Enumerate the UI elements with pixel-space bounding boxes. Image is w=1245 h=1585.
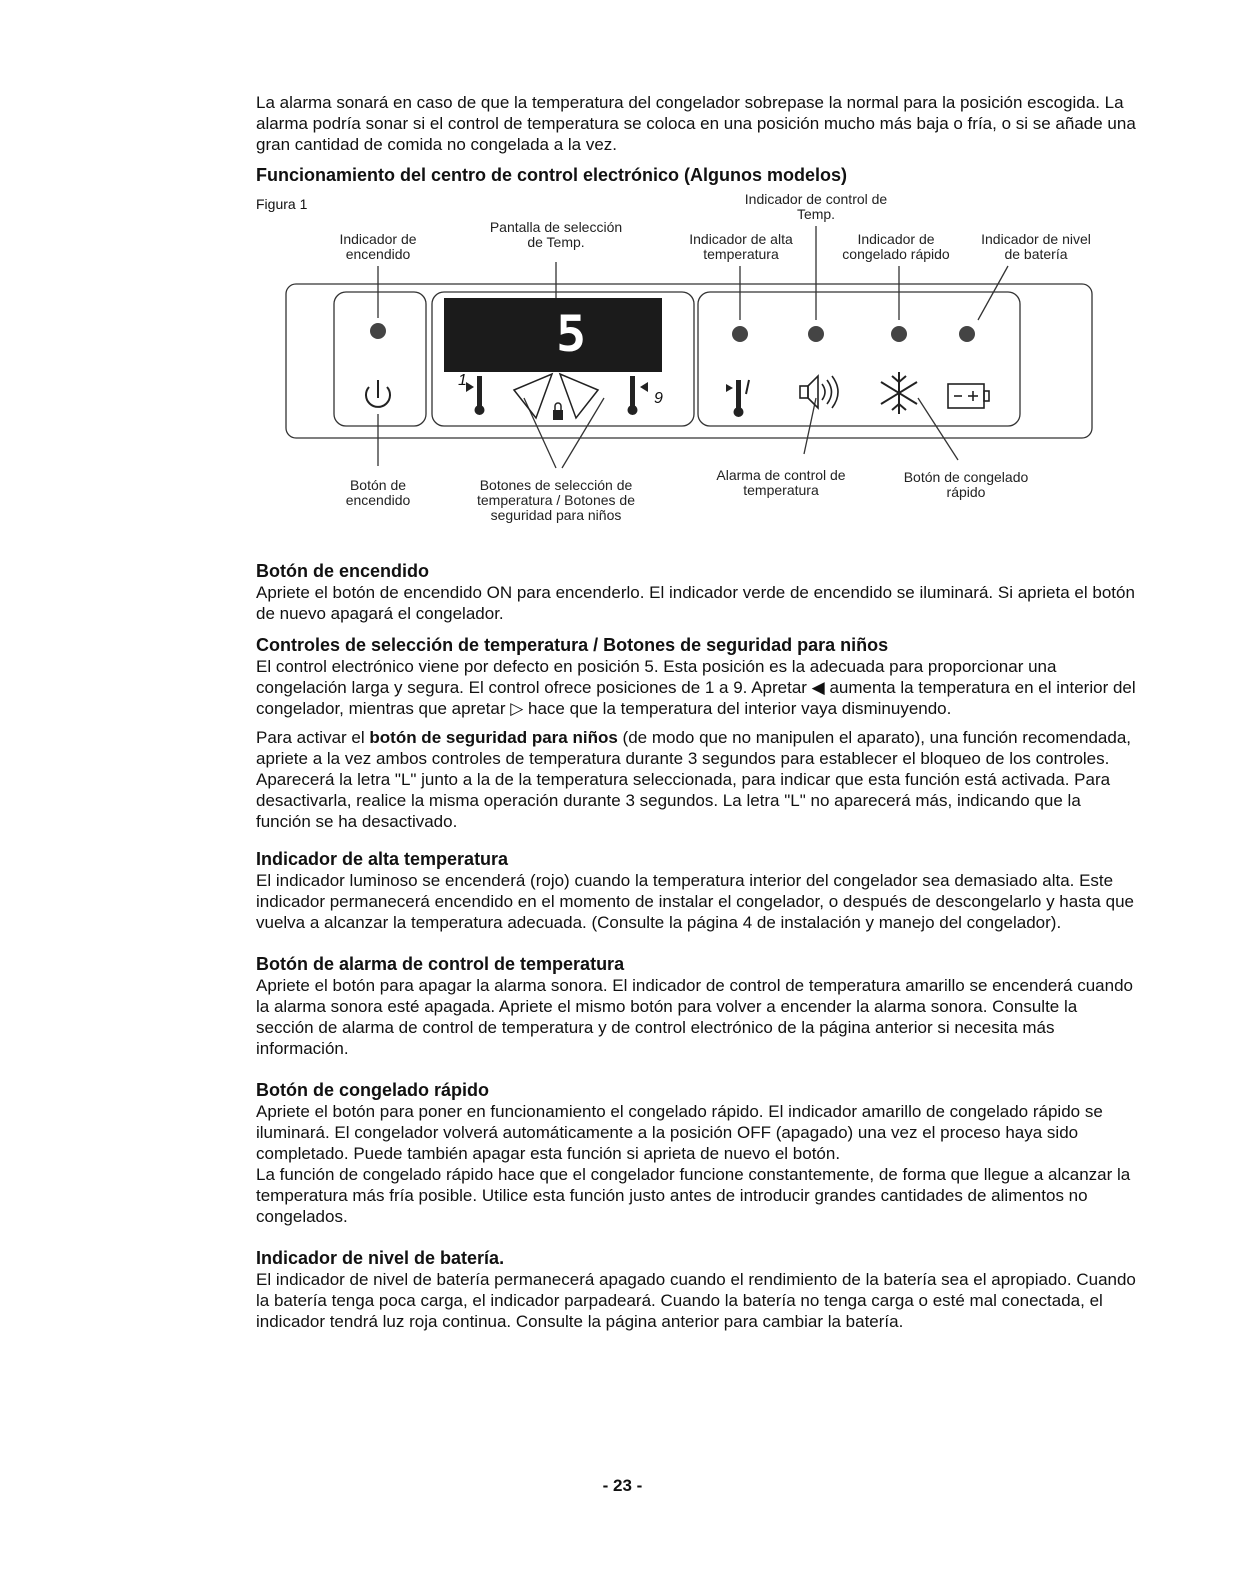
section-title: Indicador de nivel de batería. [256, 1248, 505, 1268]
temp-control-led [808, 326, 824, 342]
high-temp-led [732, 326, 748, 342]
battery-icon [948, 384, 989, 408]
fast-freeze-led [891, 326, 907, 342]
section-temp-controls [256, 634, 1136, 832]
label-temp-control: Indicador de control de Temp. [744, 191, 888, 222]
section-alarm-button [256, 953, 1136, 1059]
power-icon [366, 380, 390, 407]
label-fast-freeze-indicator: Indicador de congelado rápido [842, 231, 950, 262]
label-power-button: Botón de encendido [345, 477, 411, 508]
display-value: 5 [556, 305, 587, 363]
figure-section-title: Funcionamiento del centro de control electrónico (Algunos modelos) [256, 165, 848, 185]
section-paragraph: Apriete el botón para apagar la alarma sonora. El indicador de control de temperatura amarillo se encenderá cuando la alarma sonora esté apagada. Apriete el mismo botón para volver a encender la alarma sonora. Consulte la sección de alarma de control de temperatura y de control electrónico de la página anterior si necesita más información. [256, 976, 1133, 1058]
temp-display-screen [444, 298, 662, 372]
lock-icon [553, 403, 563, 420]
intro-paragraph: La alarma sonará en caso de que la temperatura del congelador sobrepase la normal para la posición escogida. La alarma podría sonar si el control de temperatura se coloca en una posición mucho más baja o fría, o si se añade una gran cantidad de comida no congelada a la vez. [256, 93, 1136, 154]
label-high-temp: Indicador de alta temperatura [689, 231, 793, 262]
label-alarm: Alarma de control de temperatura [716, 467, 846, 498]
figure-number: Figura 1 [256, 196, 308, 212]
label-temp-display: Pantalla de selección de Temp. [489, 219, 623, 250]
arrow-right-icon [560, 374, 598, 418]
snowflake-icon [881, 372, 917, 414]
label-fast-freeze-button: Botón de congelado rápido [903, 469, 1029, 500]
temp-max-label: 9 [654, 390, 663, 407]
section-title: Indicador de alta temperatura [256, 849, 509, 869]
section-power-button [256, 560, 1136, 624]
label-battery-indicator: Indicador de nivel de batería [981, 231, 1091, 262]
label-power-indicator: Indicador de encendido [339, 231, 417, 262]
section-paragraph: El control electrónico viene por defecto en posición 5. Esta posición es la adecuada para proporcionar una congelación larga y segura. El control ofrece posiciones de 1 a 9. Apretar ◀ aumenta la temperatura en el interior del congelador, mientras que apretar ▷ hace que la temperatura del interior vaya disminuyendo. [256, 657, 1136, 718]
high-temp-icon [726, 380, 749, 417]
power-indicator-led [370, 323, 386, 339]
thermometer-hot-icon [628, 376, 649, 415]
section-paragraph: La función de congelado rápido hace que el congelador funcione constantemente, de forma que llegue a alcanzar la temperatura más fría posible. Utilice esta función justo antes de introducir grandes cantidades de alimentos no congelados. [256, 1165, 1131, 1226]
section-title: Botón de congelado rápido [256, 1080, 489, 1100]
section-paragraph-child-lock: Para activar el botón de seguridad para niños (de modo que no manipulen el aparato), una función recomendada, apriete a la vez ambos controles de temperatura durante 3 segundos para establecer el bloqueo de los controles. Aparecerá la letra "L" junto a la de la temperatura seleccionada, para indicar que esta función está activada. Para desactivarla, realice la misma operación durante 3 segundos. La letra "L" no aparecerá más, indicando que la función se ha desactivado. [256, 728, 1131, 831]
section-high-temp [256, 848, 1136, 933]
section-paragraph: Apriete el botón de encendido ON para encenderlo. El indicador verde de encendido se iluminará. Si aprieta el botón de nuevo apagará el congelador. [256, 583, 1135, 623]
arrow-left-icon [514, 374, 552, 418]
control-panel-figure [256, 188, 1136, 560]
section-title: Botón de alarma de control de temperatura [256, 954, 625, 974]
section-battery [256, 1247, 1136, 1332]
section-fast-freeze [256, 1079, 1136, 1227]
section-title: Controles de selección de temperatura / Botones de seguridad para niños [256, 635, 889, 655]
battery-led [959, 326, 975, 342]
label-temp-buttons: Botones de selección de temperatura / Botones de seguridad para niños [477, 477, 635, 523]
document-page [256, 92, 1136, 1332]
temp-min-label: 1 [458, 372, 467, 389]
section-paragraph: El indicador de nivel de batería permanecerá apagado cuando el rendimiento de la batería sea el apropiado. Cuando la batería tenga poca carga, el indicador parpadeará. Cuando la batería no tenga carga o esté mal conectada, el indicador tendrá luz roja continua. Consulte la página anterior para cambiar la batería. [256, 1270, 1136, 1331]
section-title: Botón de encendido [256, 561, 429, 581]
page-number: - 23 - [602, 1476, 643, 1495]
thermometer-cold-icon [466, 376, 485, 415]
alarm-speaker-icon [800, 376, 838, 408]
section-paragraph: Apriete el botón para poner en funcionamiento el congelado rápido. El indicador amarillo de congelado rápido se iluminará. El congelador volverá automáticamente a la posición OFF (apagado) una vez el proceso haya sido completado. Puede también apagar esta función si aprieta de nuevo el botón. [256, 1102, 1103, 1163]
section-paragraph: El indicador luminoso se encenderá (rojo) cuando la temperatura interior del congelador sea demasiado alta. Este indicador permanecerá encendido en el momento de instalar el congelador, o después de descongelarlo y hasta que vuelva a alcanzar la temperatura adecuada. (Consulte la página 4 de instalación y manejo del congelador). [256, 871, 1134, 932]
